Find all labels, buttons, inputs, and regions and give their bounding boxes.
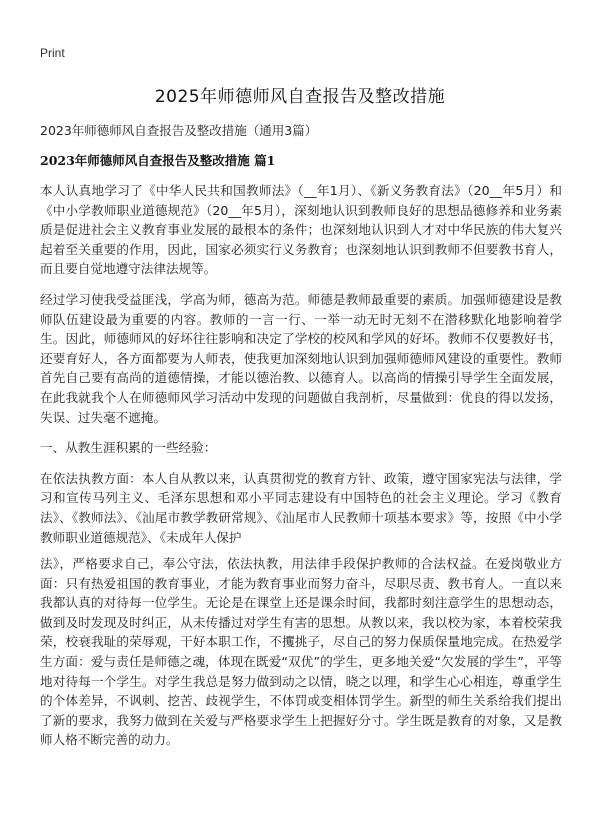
paragraph: 一、从教生涯积累的一些经验： [40, 440, 217, 456]
paragraph: 法》，严格要求自己，奉公守法，依法执教，用法律手段保护教师的合法权益。在爱岗敬业方面：只有热爱祖国的教育事业，才能为教育事业而努力奋斗，尽职尽责、教书育人。一直以来我都认真的对待每一位学生。无论是在课堂上还是课余时间，我都时刻注意学生的思想动态，做到及时发现及时纠正，从未传播过对学生有害的思想。从教以来，我以校为家，本着校荣我荣，校衰我耻的荣辱观，干好本职工作，不攫挑子，尽自己的努力保质保量地完成。在热爱学生方面：爱与责任是师德之魂，体现在既爱“双优”的学生，更多地关爱“欠发展的学生”，平等地对待每一个学生。对学生我总是努力做到动之以情，晓之以理，和学生心心相连，尊重学生的个体差异，不讽刺、挖苦、歧视学生，不体罚或变相体罚学生。新型的师生关系给我们提出了新的要求，我努力做到在关爱与严格要求学生上把握好分寸。学生既是教育的对象，又是教师人格不断完善的动力。 [40, 556, 562, 748]
paragraph: 本人认真地学习了《中华人民共和国教师法》（__年1月）、《新义务教育法》（20__年5月）和《中小学教师职业道德规范》（20__年5月），深刻地认识到教师良好的思想品德修养和业务素质是促进社会主义教育事业发展的最根本的条件；也深刻地认识到人才对中华民族的伟大复兴起着至关重要的作用，因此，国家必须实行义务教育；也深刻地认识到教师不但要教书育人，而且要自觉地遵守法律法规等。 [40, 183, 562, 277]
paragraph: 在依法执教方面：本人自从教以来，认真贯彻党的教育方针、政策，遵守国家宪法与法律，学习和宣传马列主义、毛泽东思想和邓小平同志建设有中国特色的社会主义理论。学习《教育法》、《教师法》、《汕尾市教学教研常规》、《汕尾市人民教师十项基本要求》等，按照《中小学教师职业道德规范》、《未成年人保护 [40, 470, 562, 545]
print-link[interactable]: Print [40, 46, 65, 60]
paragraph: 经过学习使我受益匪浅，学高为师，德高为范。师德是教师最重要的素质。加强师德建设是教师队伍建设最为重要的内容。教师的一言一行、一举一动无时无刻不在潜移默化地影响着学生。因此，师德师风的好坏往往影响和决定了学校的校风和学风的好坏。教师不仅要教好书，还要育好人，各方面都要为人师表，使我更加深刻地认识到加强师德师风建设的重要性。教师首先自己要有高尚的道德情操，才能以德治教、以德育人。以高尚的情操引导学生全面发展，在此我就我个人在师德师风学习活动中发现的问题做自我剖析，尽量做到：优良的得以发扬，失误、过失毫不遮掩。 [40, 291, 562, 425]
document-subtitle: 2023年师德师风自查报告及整改措施（通用3篇） [40, 123, 318, 138]
section-heading: 2023年师德师风自查报告及整改措施 篇1 [40, 153, 276, 168]
page-title: 2025年师德师风自查报告及整改措施 [154, 87, 446, 107]
document-body [40, 181, 562, 761]
